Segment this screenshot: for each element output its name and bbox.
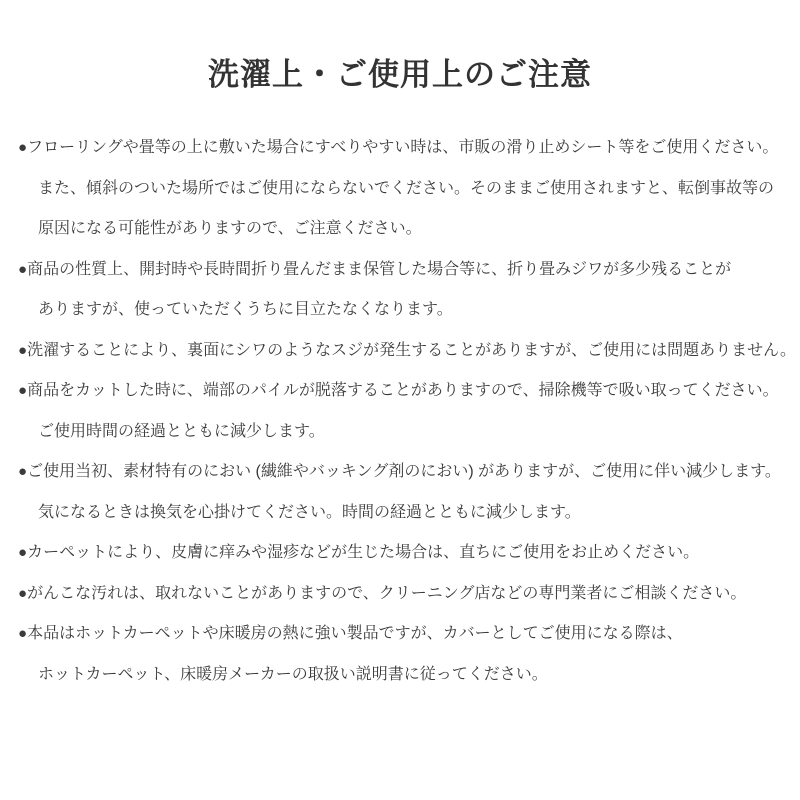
note-line: ありますが、使っていただくうちに目立たなくなります。 [38,301,453,318]
note-line: 気になるときは換気を心掛けてください。時間の経過とともに減少します。 [38,503,581,521]
note-line [0,533,800,574]
note-item [0,452,800,533]
note-line [0,371,800,412]
notes-list [0,128,800,695]
note-text: がんこな汚れは、取れないことがありますので、クリーニング店などの専門業者にご相談ください。 [27,584,747,602]
note-item [0,250,800,331]
note-item [0,614,800,695]
note-line [0,128,800,169]
bullet-icon: ● [18,625,28,642]
note-text: フローリングや畳等の上に敷いた場合にすべりやすい時は、市販の滑り止めシート等をご使用ください。 [27,139,779,156]
page-title: 洗濯上・ご使用上のご注意 [208,57,592,92]
bullet-icon: ● [18,139,28,156]
note-line [0,452,800,493]
note-text: ご使用当初、素材特有のにおい (繊維やバッキング剤のにおい) がありますが、ご使用に伴い減少します。 [27,463,781,480]
note-item [0,574,800,615]
note-line: また、傾斜のついた場所ではご使用にならないでください。そのままご使用されますと、転倒事故等の [38,179,775,197]
note-text: カーペットにより、皮膚に痒みや湿疹などが生じた場合は、直ちにご使用をお止めください。 [27,544,700,561]
note-line [0,614,800,655]
note-line [0,574,800,615]
note-line: ご使用時間の経過とともに減少します。 [38,422,325,440]
bullet-icon: ● [18,584,28,602]
note-line [0,331,800,372]
bullet-icon: ● [18,260,28,278]
note-item [0,331,800,372]
bullet-icon: ● [18,544,28,561]
bullet-icon: ● [18,341,28,359]
bullet-icon: ● [18,382,28,399]
bullet-icon: ● [18,463,28,480]
note-text: 本品はホットカーペットや床暖房の熱に強い製品ですが、カバーとしてご使用になる際は、 [27,625,683,642]
note-item [0,533,800,574]
note-line: 原因になる可能性がありますので、ご注意ください。 [38,220,422,237]
note-item [0,371,800,452]
note-item [0,128,800,250]
note-text: 商品の性質上、開封時や長時間折り畳んだまま保管した場合等に、折り畳みジワが多少残ることが [27,260,732,278]
note-line [0,250,800,291]
note-text: 洗濯することにより、裏面にシワのようなスジが発生することがありますが、ご使用には問題ありません。 [27,341,797,359]
note-text: 商品をカットした時に、端部のパイルが脱落することがありますので、掃除機等で吸い取ってください。 [27,382,779,399]
note-line: ホットカーペット、床暖房メーカーの取扱い説明書に従ってください。 [38,665,548,683]
